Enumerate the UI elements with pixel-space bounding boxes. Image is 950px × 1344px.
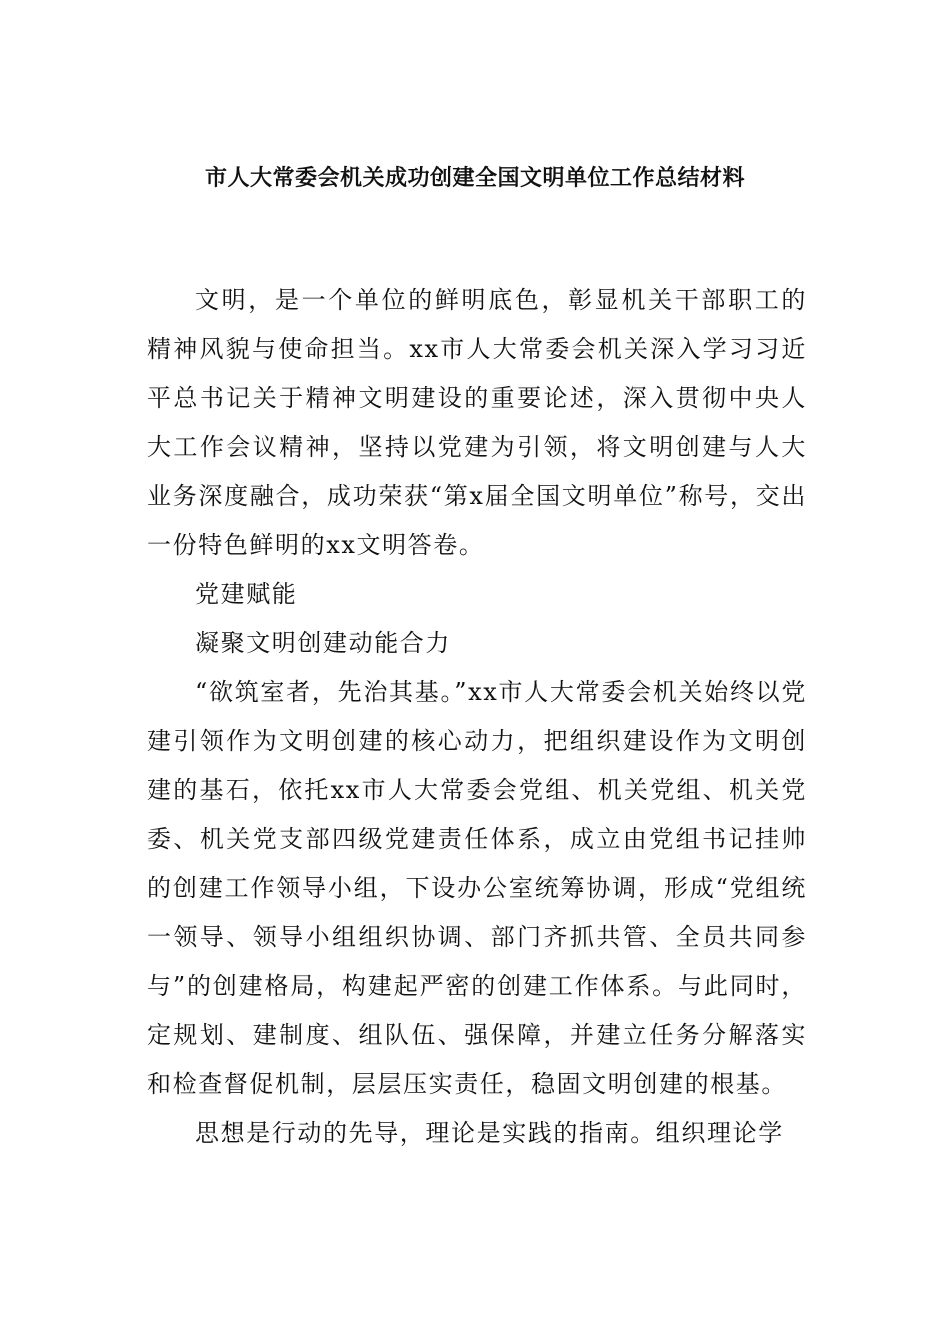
document-title: 市人大常委会机关成功创建全国文明单位工作总结材料 (204, 166, 745, 191)
document-body (147, 276, 807, 1158)
section-subheading: 凝聚文明创建动能合力 (195, 629, 451, 657)
paragraph-intro: 文明，是一个单位的鲜明底色，彰显机关干部职工的精神风貌与使命担当。xx市人大常委会机关深入学习习近平总书记关于精神文明建设的重要论述，深入贯彻中央人大工作会议精神，坚持以党建为引领，将文明创建与人大业务深度融合，成功荣获“第x届全国文明单位”称号，交出一份特色鲜明的xx文明答卷。 (147, 286, 807, 559)
paragraph-theory: 思想是行动的先导，理论是实践的指南。组织理论学 (195, 1119, 784, 1147)
paragraph-party-building: “欲筑室者，先治其基。”xx市人大常委会机关始终以党建引领作为文明创建的核心动力，把组织建设作为文明创建的基石，依托xx市人大常委会党组、机关党组、机关党委、机关党支部四级党建责任体系，成立由党组书记挂帅的创建工作领导小组，下设办公室统筹协调，形成“党组统一领导、领导小组组织协调、部门齐抓共管、全员共同参与”的创建格局，构建起严密的创建工作体系。与此同时，定规划、建制度、组队伍、强保障，并建立任务分解落实和检查督促机制，层层压实责任，稳固文明创建的根基。 (147, 678, 807, 1098)
section-heading: 党建赋能 (195, 580, 298, 608)
